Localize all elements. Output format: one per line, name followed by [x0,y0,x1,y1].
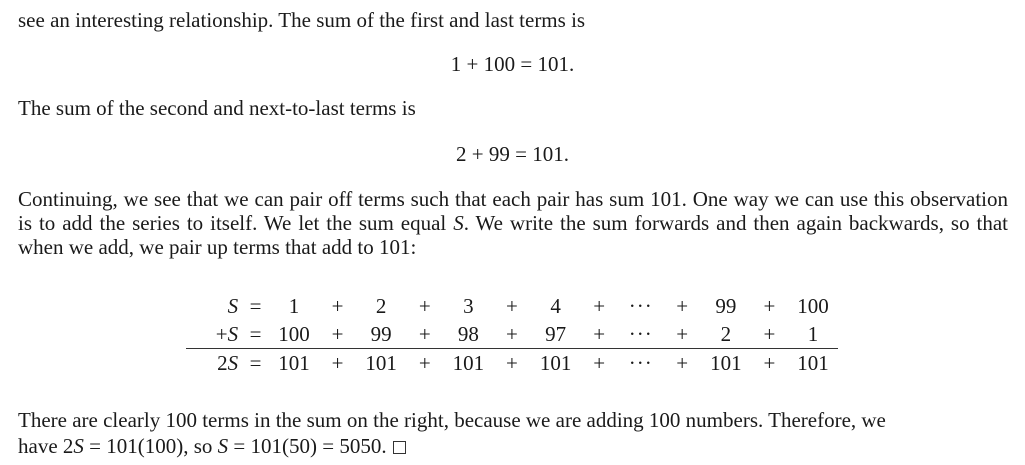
plus-sign: + [593,322,606,346]
conclusion-coef: 2 [62,434,74,458]
term-value: 101 [269,349,319,378]
conclusion-have: have [18,434,63,458]
plus-sign: + [751,349,788,378]
term-value: 101 [788,349,838,378]
plus-sign: + [676,322,689,346]
plus-sign: + [493,349,530,378]
table-row-total [186,349,838,378]
equation-second-next: 2 + 99 = 101. [456,142,569,166]
plus-sign: + [763,322,776,346]
term-value: 3 [463,294,474,318]
pairing-text-after: . We write the sum forwards and then again backwards, so that when we add, we pair up terms that add to 101: [18,211,1009,259]
term-value: 101 [443,349,493,378]
paragraph-intro: see an interesting relationship. The sum of the first and last terms is [18,8,586,32]
plus-sign: + [331,294,344,318]
term-value: 2 [720,322,732,346]
row-lhs: 2S [186,349,242,378]
row-equals: = [242,349,269,378]
plus-sign: + [580,349,617,378]
plus-sign: + [676,294,689,318]
conclusion-end: = 101(50) = 5050. [228,434,387,458]
pairing-text-before: Continuing, we see that we can pair off terms such that each pair has sum 101. One way we can use this observation is to add the series to itself. We let the sum equal [18,187,1008,235]
ellipsis: ··· [628,322,653,346]
term-value: 4 [550,294,561,318]
paragraph-conclusion-line2 [18,434,1008,458]
plus-sign: + [763,294,776,318]
term-value: 99 [370,322,392,346]
term-value: 100 [278,322,310,346]
term-value: 2 [375,294,387,318]
plus-sign: + [331,322,344,346]
variable-s: S [453,211,464,235]
equation-first-last: 1 + 100 = 101. [450,52,575,76]
term-value: 1 [288,294,300,318]
plus-sign: + [418,294,431,318]
plus-sign: + [506,294,518,318]
term-value: 99 [715,294,737,318]
row-equals: = [249,322,262,346]
table-row-backward [186,320,838,349]
plus-sign: + [506,322,518,346]
term-value: 101 [356,349,406,378]
term-value: 98 [457,322,479,346]
ellipsis: ··· [618,349,664,378]
term-value: 97 [545,322,567,346]
addition-table [186,292,838,377]
plus-sign: + [418,322,431,346]
plus-sign: + [593,294,606,318]
term-value: 1 [807,322,819,346]
term-value: 101 [701,349,751,378]
paragraph-second-term: The sum of the second and next-to-last terms is [18,96,416,120]
paragraph-conclusion-line1: There are clearly 100 terms in the sum on the right, because we are adding 100 numbers. Therefore, we [18,408,886,432]
plus-sign: + [664,349,701,378]
conclusion-mid: = 101(100), so [83,434,218,458]
row-lhs: +S [215,322,239,346]
row-equals: = [249,294,262,318]
qed-square-icon [393,441,406,454]
paragraph-pairing [18,187,1008,259]
conclusion-var-b: S [217,434,229,458]
conclusion-var-a: S [73,434,84,458]
plus-sign: + [319,349,356,378]
term-value: 101 [531,349,581,378]
ellipsis: ··· [628,294,653,318]
table-row-forward [186,292,838,320]
term-value: 100 [797,294,829,318]
plus-sign: + [406,349,443,378]
row-lhs: S [227,294,239,318]
